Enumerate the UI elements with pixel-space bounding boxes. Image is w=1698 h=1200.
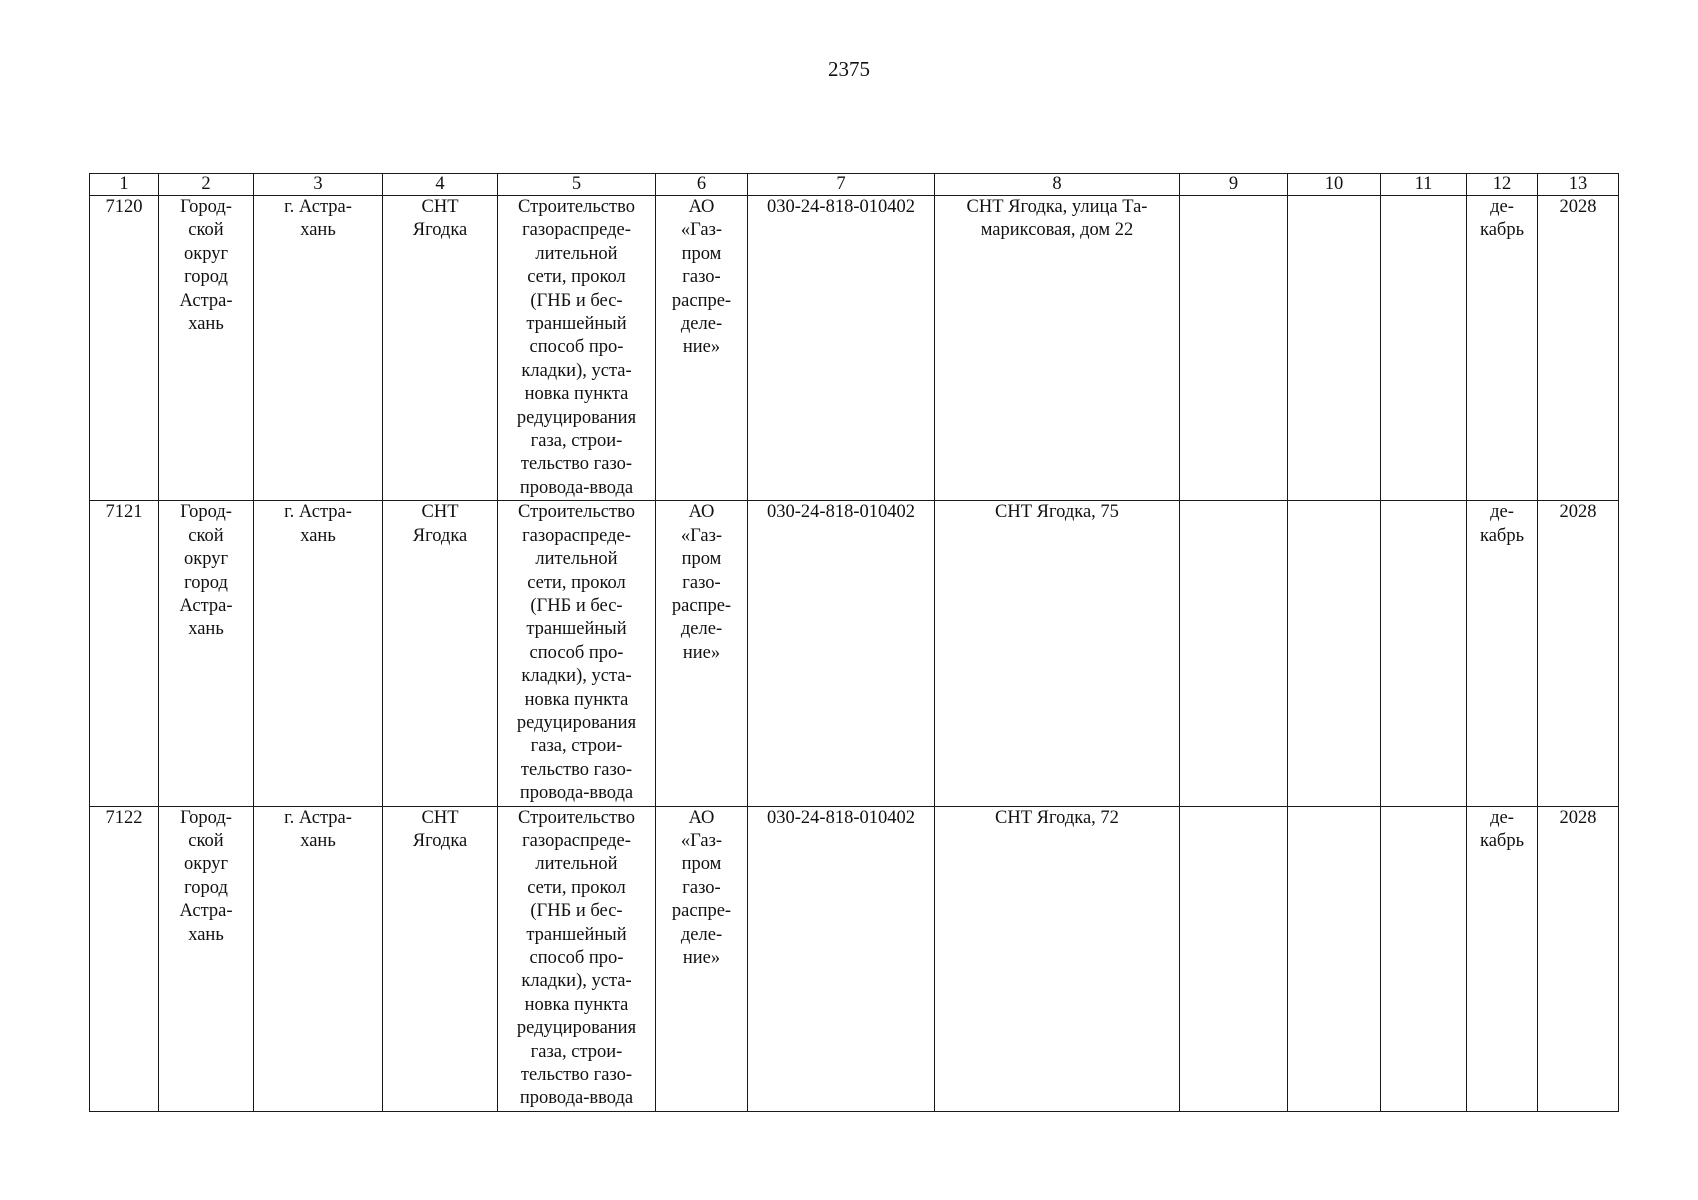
row-number: 7120	[90, 196, 159, 501]
work-description-cell: Строительство газораспреде- лительной сети, прокол (ГНБ и бес- траншейный способ про- кладки), уста- новка пункта редуцирования газа, строи- тельство газо- провода-ввода	[498, 196, 656, 501]
empty-cell	[1381, 806, 1467, 1111]
code-cell: 030-24-818-010402	[748, 806, 935, 1111]
column-header: 1	[90, 174, 159, 196]
page-number: 2375	[828, 57, 870, 81]
column-header: 10	[1288, 174, 1381, 196]
municipality-cell: Город- ской округ город Астра- хань	[159, 196, 254, 501]
header-row	[90, 174, 1619, 196]
municipality-cell: Город- ской округ город Астра- хань	[159, 501, 254, 806]
empty-cell	[1288, 501, 1381, 806]
year-cell: 2028	[1538, 196, 1619, 501]
table-row	[90, 806, 1619, 1111]
address-cell: СНТ Ягодка, 75	[935, 501, 1180, 806]
code-cell: 030-24-818-010402	[748, 501, 935, 806]
object-cell: СНТ Ягодка	[383, 196, 498, 501]
month-cell: де- кабрь	[1467, 806, 1538, 1111]
settlement-cell: г. Астра- хань	[254, 501, 383, 806]
column-header: 8	[935, 174, 1180, 196]
column-header: 2	[159, 174, 254, 196]
empty-cell	[1180, 806, 1288, 1111]
settlement-cell: г. Астра- хань	[254, 196, 383, 501]
column-header: 11	[1381, 174, 1467, 196]
column-header: 9	[1180, 174, 1288, 196]
municipality-cell: Город- ской округ город Астра- хань	[159, 806, 254, 1111]
object-cell: СНТ Ягодка	[383, 806, 498, 1111]
row-number: 7122	[90, 806, 159, 1111]
column-header: 7	[748, 174, 935, 196]
column-header: 12	[1467, 174, 1538, 196]
table-row	[90, 196, 1619, 501]
gasification-table	[89, 173, 1619, 1112]
code-cell: 030-24-818-010402	[748, 196, 935, 501]
year-cell: 2028	[1538, 806, 1619, 1111]
empty-cell	[1381, 501, 1467, 806]
operator-cell: АО «Газ- пром газо- распре- деле- ние»	[656, 501, 748, 806]
empty-cell	[1180, 196, 1288, 501]
object-cell: СНТ Ягодка	[383, 501, 498, 806]
operator-cell: АО «Газ- пром газо- распре- деле- ние»	[656, 196, 748, 501]
table-row	[90, 501, 1619, 806]
work-description-cell: Строительство газораспреде- лительной сети, прокол (ГНБ и бес- траншейный способ про- кладки), уста- новка пункта редуцирования газа, строи- тельство газо- провода-ввода	[498, 806, 656, 1111]
column-header: 3	[254, 174, 383, 196]
year-cell: 2028	[1538, 501, 1619, 806]
address-cell: СНТ Ягодка, улица Та- мариксовая, дом 22	[935, 196, 1180, 501]
month-cell: де- кабрь	[1467, 196, 1538, 501]
month-cell: де- кабрь	[1467, 501, 1538, 806]
column-header: 6	[656, 174, 748, 196]
column-header: 4	[383, 174, 498, 196]
address-cell: СНТ Ягодка, 72	[935, 806, 1180, 1111]
settlement-cell: г. Астра- хань	[254, 806, 383, 1111]
empty-cell	[1288, 806, 1381, 1111]
empty-cell	[1180, 501, 1288, 806]
operator-cell: АО «Газ- пром газо- распре- деле- ние»	[656, 806, 748, 1111]
work-description-cell: Строительство газораспреде- лительной сети, прокол (ГНБ и бес- траншейный способ про- кладки), уста- новка пункта редуцирования газа, строи- тельство газо- провода-ввода	[498, 501, 656, 806]
column-header: 5	[498, 174, 656, 196]
row-number: 7121	[90, 501, 159, 806]
column-header: 13	[1538, 174, 1619, 196]
empty-cell	[1288, 196, 1381, 501]
empty-cell	[1381, 196, 1467, 501]
